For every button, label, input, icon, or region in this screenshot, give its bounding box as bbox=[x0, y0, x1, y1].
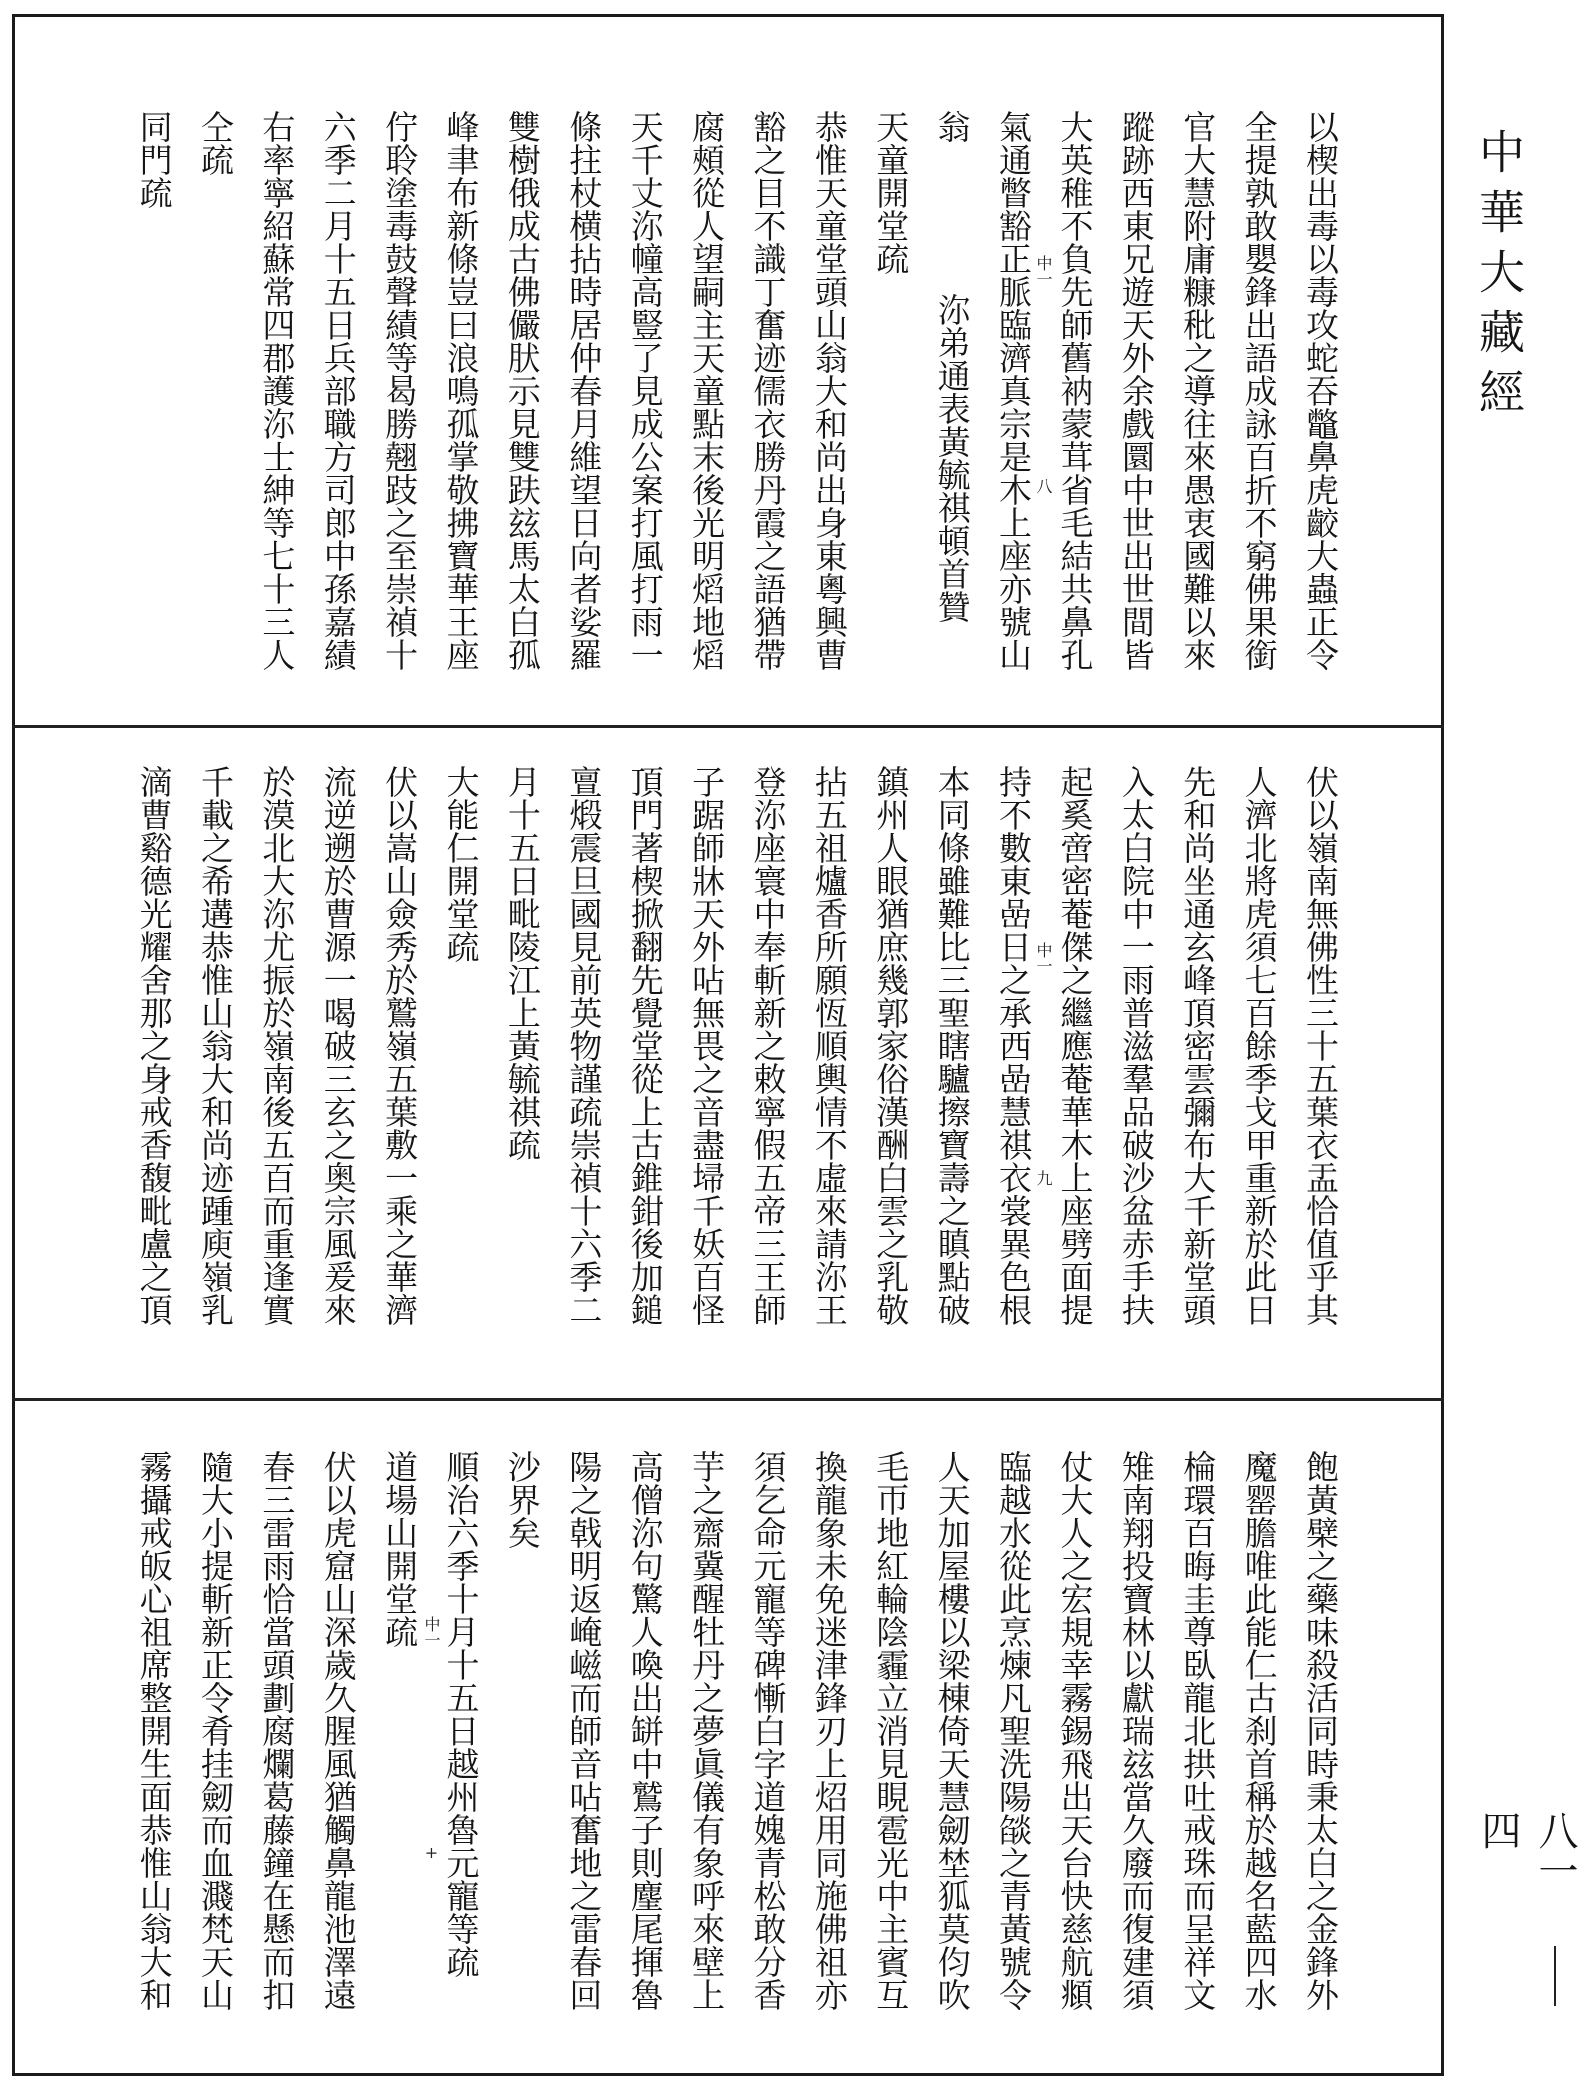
gutter-mark: 中一 bbox=[1034, 942, 1053, 974]
text-column: 隨大小提斬新正令肴挂劒而血濺梵天山 bbox=[195, 1450, 235, 2011]
text-column: 鎮州人眼猶庶幾郭家俗漢酬白雲之乳敬 bbox=[871, 765, 911, 1326]
text-column: 霧攝戒皈心祖席整開生面恭惟山翁大和 bbox=[134, 1450, 174, 2011]
text-column: 臨越水從此烹煉凡聖洗陽燄之青黃號令 bbox=[994, 1450, 1034, 2011]
text-column: 官大慧附庸糠秕之導往來愚衷國難以來 bbox=[1178, 110, 1218, 671]
text-segment: 沵弟通表黃毓祺頓首贊 bbox=[932, 293, 972, 623]
text-column: 換龍象未免迷津鋒刃上炤用同施佛祖亦 bbox=[809, 1450, 849, 2011]
register-divider bbox=[12, 1398, 1444, 1401]
text-column: 芋之齋冀醒牡丹之夢眞儀有象呼來壁上 bbox=[687, 1450, 727, 2011]
text-column bbox=[932, 110, 972, 710]
gutter-mark: + bbox=[422, 1843, 441, 1862]
text-column: 恭惟天童堂頭山翁大和尚出身東粵興曹 bbox=[809, 110, 849, 671]
text-column: 頂門著楔掀翻先覺堂從上古錐鉗後加鎚 bbox=[625, 765, 665, 1326]
text-column: 伏以嵩山僉秀於鷲嶺五葉敷一乘之華濟 bbox=[380, 765, 420, 1326]
text-column: 流逆遡於曹源一喝破三玄之奥宗風爰來 bbox=[318, 765, 358, 1326]
text-column: 春三雷雨恰當頭劃腐爛葛藤鐘在懸而扣 bbox=[257, 1450, 297, 2011]
text-column: 本同條雖難比三聖瞎驢擦寶壽之瞋點破 bbox=[932, 765, 972, 1326]
text-column: 以楔出毒以毒攻蛇吞鼈鼻虎齩大蟲正令 bbox=[1301, 110, 1340, 671]
text-column: 六季二月十五日兵部職方司郎中孫嘉績 bbox=[318, 110, 358, 671]
text-column: 登沵座寰中奉斬新之敕寧假五帝三王師 bbox=[748, 765, 788, 1326]
text-column: 入太白院中一雨普滋羣品破沙盆赤手扶 bbox=[1116, 765, 1156, 1326]
text-column: 天童開堂疏 bbox=[871, 110, 911, 275]
gutter-mark: 中一 bbox=[422, 1616, 441, 1648]
text-column: 千載之希遘恭惟山翁大和尚迹踵庾嶺乳 bbox=[195, 765, 235, 1326]
text-column: 子踞師牀天外呫無畏之音盡埽千妖百怪 bbox=[687, 765, 727, 1326]
bottom-register bbox=[97, 1450, 1340, 2050]
text-column: 拈五祖爐香所願恆順輿情不虛來請沵王 bbox=[809, 765, 849, 1326]
text-column: 高僧沵句驚人喚出缾中鷲子則麈尾揮魯 bbox=[625, 1450, 665, 2011]
text-column: 右率寧紹蘇常四郡護沵士紳等七十三人 bbox=[257, 110, 297, 671]
text-column: 順治六季十月十五日越州魯元寵等疏 bbox=[441, 1450, 481, 1978]
text-column: 伏以嶺南無佛性三十五葉衣盂恰值乎其 bbox=[1301, 765, 1340, 1326]
gutter-mark: 中一 bbox=[1034, 255, 1053, 287]
text-column: 棆環百晦圭尊臥龍北拱吐戒珠而呈祥文 bbox=[1178, 1450, 1218, 2011]
gutter-mark: 八 bbox=[1034, 478, 1053, 494]
text-column: 大英稚不負先師舊衲蒙茸省毛結共鼻孔 bbox=[1055, 110, 1095, 671]
text-column: 氣通瞥豁正脈臨濟真宗是木上座亦號山 bbox=[994, 110, 1034, 671]
text-column: 腐頰從人望嗣主天童點末後光明熖地熖 bbox=[687, 110, 727, 671]
text-column: 起奚啻密菴傑之繼應菴華木上座劈面提 bbox=[1055, 765, 1095, 1326]
text-column: 毛帀地紅輪陰霾立消見睍雹光中主賓互 bbox=[871, 1450, 911, 2011]
text-column: 仝疏 bbox=[195, 110, 235, 176]
text-column: 持不數東嵒日之承西嵒慧祺衣裳異色根 bbox=[994, 765, 1034, 1326]
page-index: 四 bbox=[1475, 1810, 1521, 1850]
text-column: 亶煅震旦國見前英物謹疏崇禎十六季二 bbox=[564, 765, 604, 1326]
text-column: 先和尚坐通玄峰頂密雲彌布大千新堂頭 bbox=[1178, 765, 1218, 1326]
text-column: 雉南翔投寶林以獻瑞玆當久廢而復建須 bbox=[1116, 1450, 1156, 2011]
text-column: 伏以虎窟山深歲久腥風猶觸鼻龍池澤遠 bbox=[318, 1450, 358, 2011]
text-column: 蹤跡西東兄遊天外余戲圜中世出世間皆 bbox=[1116, 110, 1156, 671]
page-number-separator bbox=[1554, 1946, 1556, 2006]
text-column: 雙樹俄成古佛儼肰示見雙趺玆馬太白孤 bbox=[502, 110, 542, 671]
text-column: 佇聆塗毒鼓聲績等曷勝翹跂之至崇禎十 bbox=[380, 110, 420, 671]
text-column: 人濟北將虎須七百餘季戈甲重新於此日 bbox=[1239, 765, 1279, 1326]
text-column: 仗大人之宏規幸霧錫飛出天台快慈航頫 bbox=[1055, 1450, 1095, 2011]
text-column: 峰聿布新條豈曰浪鳴孤掌敬拂寶華王座 bbox=[441, 110, 481, 671]
volume-number: 八一 bbox=[1532, 1810, 1578, 1890]
text-column: 條拄杖横拈時居仲春月維望日向者娑羅 bbox=[564, 110, 604, 671]
page-number bbox=[1470, 1810, 1584, 2096]
text-column: 陽之戟明返崦嵫而師音呫奮地之雷春回 bbox=[564, 1450, 604, 2011]
text-column: 大能仁開堂疏 bbox=[441, 765, 481, 963]
top-register bbox=[97, 110, 1340, 710]
text-column: 於漠北大沵尤振於嶺南後五百而重逢實 bbox=[257, 765, 297, 1326]
text-column: 月十五日毗陵江上黃毓祺疏 bbox=[502, 765, 542, 1161]
text-column: 魔罂膽唯此能仁古刹首稱於越名藍四水 bbox=[1239, 1450, 1279, 2011]
text-column: 同門疏 bbox=[134, 110, 174, 209]
sutra-collection-title: 中華大藏經 bbox=[1472, 128, 1526, 428]
text-column: 沙界矣 bbox=[502, 1450, 542, 1549]
text-column: 豁之目不識丁奮迹儒衣勝丹霞之語猶帶 bbox=[748, 110, 788, 671]
text-column: 滴曹谿德光耀舍那之身戒香馥毗盧之頂 bbox=[134, 765, 174, 1326]
text-column: 全提孰敢嬰鋒出語成詠百折不窮佛果銜 bbox=[1239, 110, 1279, 671]
text-column: 道場山開堂疏 bbox=[380, 1450, 420, 1648]
text-column: 須乞命元寵等碑慚白字道媿青松敢分香 bbox=[748, 1450, 788, 2011]
text-column: 天千丈沵幢高豎了見成公案打風打雨一 bbox=[625, 110, 665, 671]
text-column: 飽黃檗之藥味殺活同時秉太白之金鋒外 bbox=[1301, 1450, 1340, 2011]
text-segment: 翁 bbox=[932, 110, 972, 143]
register-divider bbox=[12, 725, 1444, 728]
middle-register bbox=[97, 765, 1340, 1365]
gutter-mark: 九 bbox=[1034, 1170, 1053, 1186]
text-column: 人天加屋樓以梁棟倚天慧劒埜狐莫伨吹 bbox=[932, 1450, 972, 2011]
